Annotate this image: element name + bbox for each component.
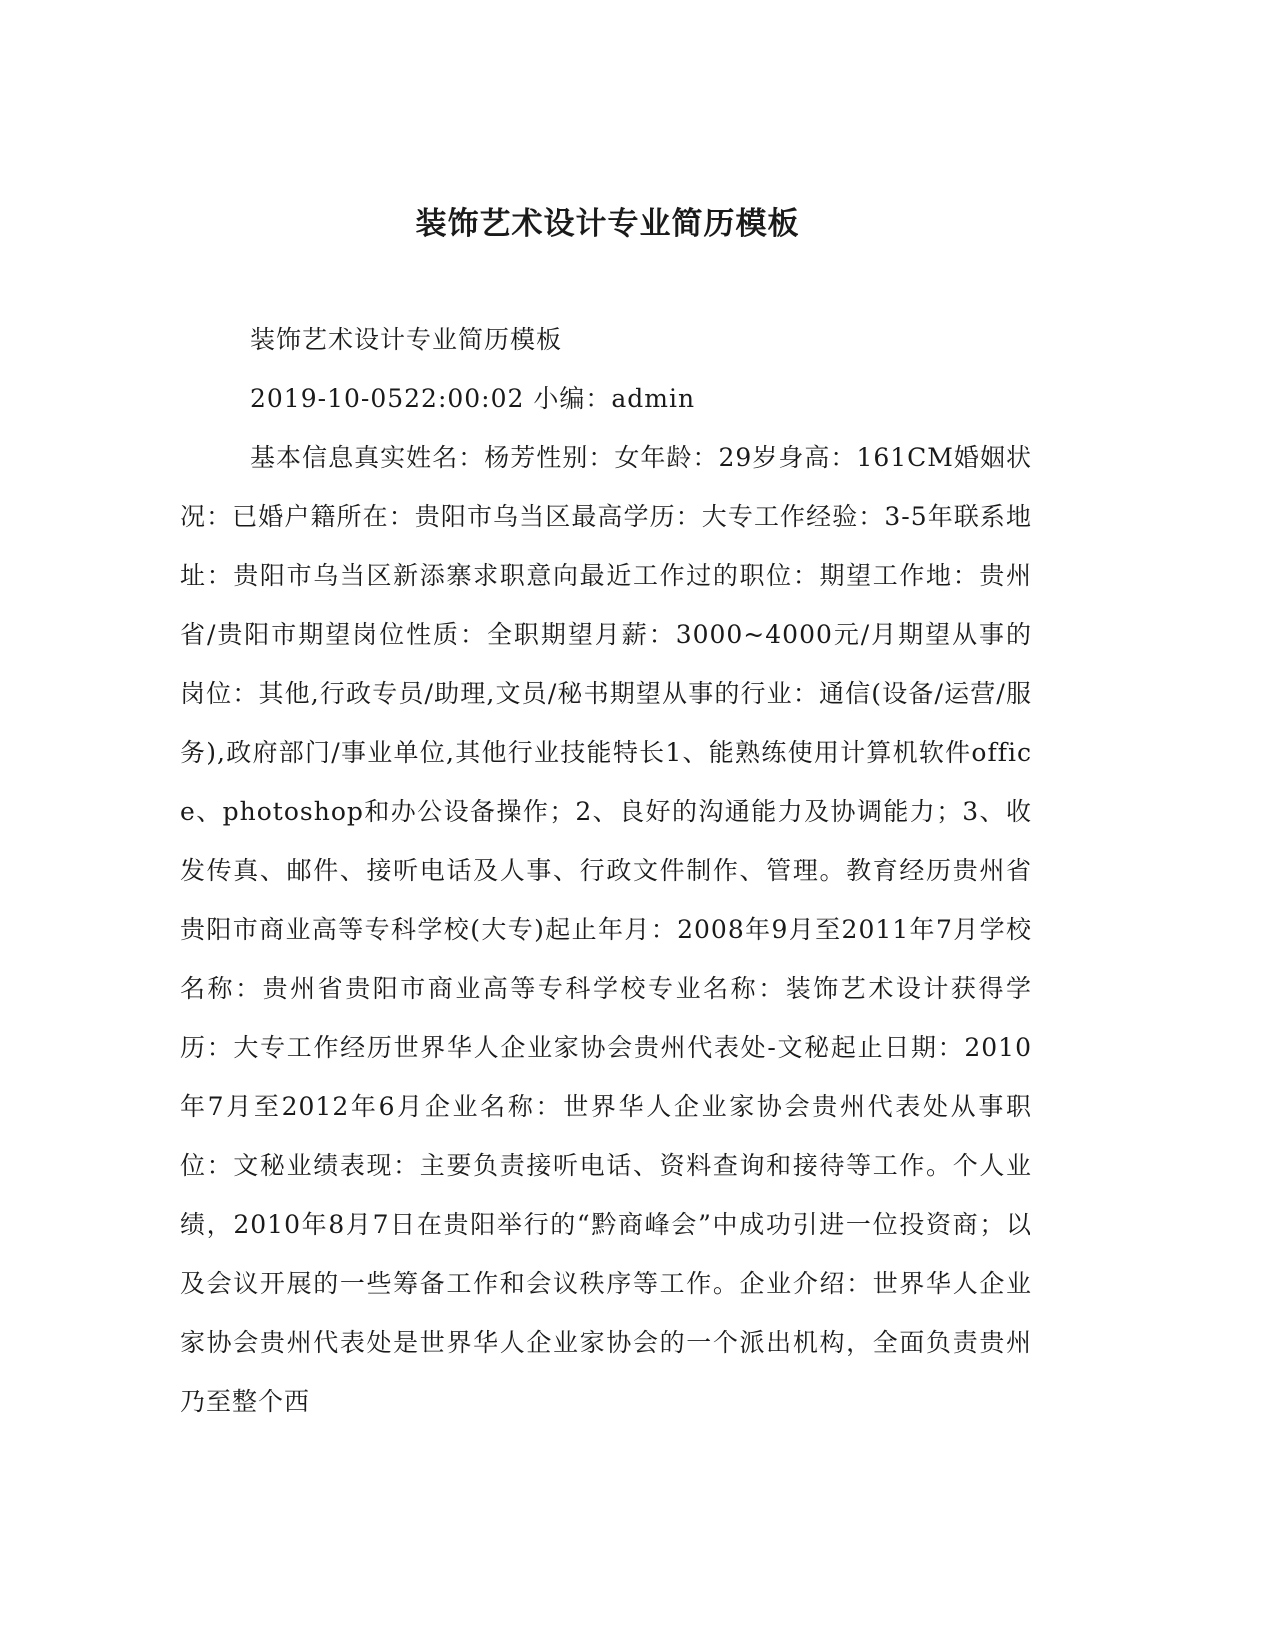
page-title: 装饰艺术设计专业简历模板 <box>415 206 800 242</box>
post-meta-paragraph: 2019-10-0522:00:02 小编：admin <box>250 384 696 413</box>
resume-content-paragraph: 基本信息真实姓名：杨芳性别：女年龄：29岁身高：161CM婚姻状况：已婚户籍所在：贵阳市乌当区最高学历：大专工作经验：3-5年联系地址：贵阳市乌当区新添寨求职意向最近工作过的职位：期望工作地：贵州省/贵阳市期望岗位性质：全职期望月薪：3000~4000元/月期望从事的岗位：其他,行政专员/助理,文员/秘书期望从事的行业：通信(设备/运营/服务),政府部门/事业单位,其他行业技能特长1、能熟练使用计算机软件office、photoshop和办公设备操作；2、良好的沟通能力及协调能力；3、收发传真、邮件、接听电话及人事、行政文件制作、管理。教育经历贵州省贵阳市商业高等专科学校(大专)起止年月：2008年9月至2011年7月学校名称：贵州省贵阳市商业高等专科学校专业名称：装饰艺术设计获得学历：大专工作经历世界华人企业家协会贵州代表处-文秘起止日期：2010年7月至2012年6月企业名称：世界华人企业家协会贵州代表处从事职位：文秘业绩表现：主要负责接听电话、资料查询和接待等工作。个人业绩，2010年8月7日在贵阳举行的“黔商峰会”中成功引进一位投资商；以及会议开展的一些筹备工作和会议秩序等工作。企业介绍：世界华人企业家协会贵州代表处是世界华人企业家协会的一个派出机构，全面负责贵州乃至整个西 <box>180 443 1032 1416</box>
body-subtitle-paragraph: 装饰艺术设计专业简历模板 <box>250 325 563 354</box>
document-body <box>180 310 1032 1431</box>
